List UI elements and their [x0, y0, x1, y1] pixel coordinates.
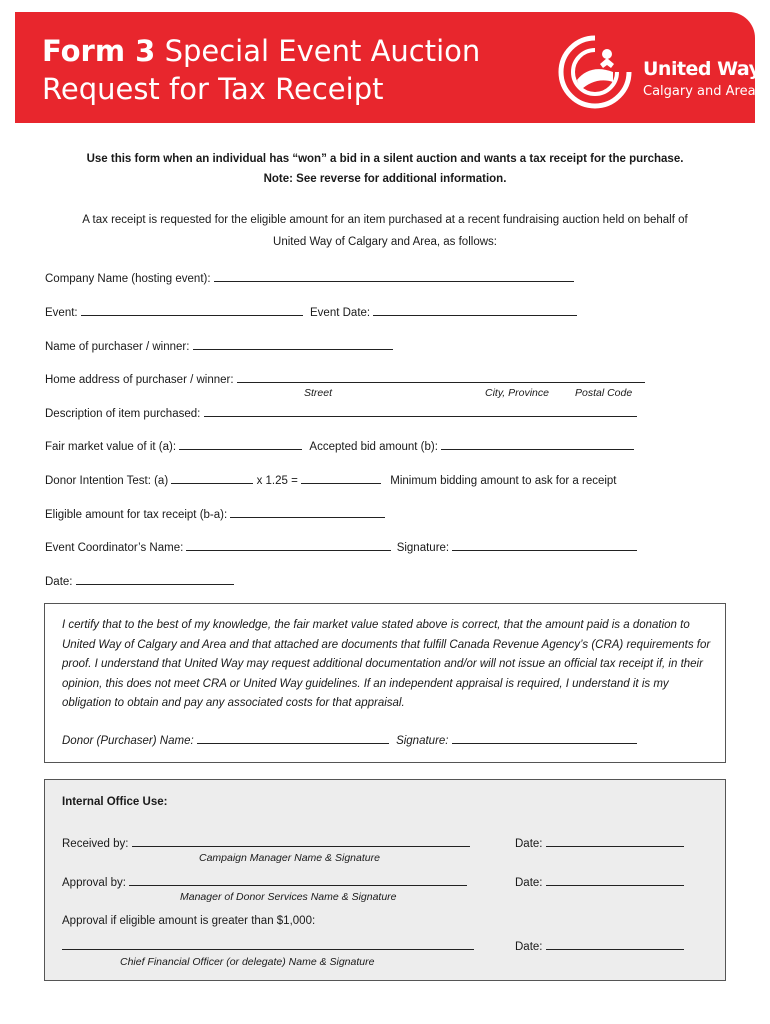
received-input[interactable] — [132, 835, 470, 847]
approval-input[interactable] — [129, 874, 467, 886]
approval-row — [62, 874, 467, 889]
value-row — [45, 438, 634, 453]
purchaser-label: Name of purchaser / winner: — [45, 341, 190, 353]
form-subtitle: Request for Tax Receipt — [42, 72, 384, 106]
multiplier-label: x 1.25 = — [256, 475, 298, 487]
purchaser-input[interactable] — [193, 338, 393, 350]
internal-office-box — [44, 779, 726, 981]
approval-date-label: Date: — [515, 877, 543, 889]
received-date-row — [515, 835, 684, 850]
date-row — [45, 573, 234, 588]
certification-text: I certify that to the best of my knowledge, the fair market value stated above is correct, that the amount paid is a donation to United Way of Calgary and Area and that attached are documents that fulfill Canada Revenue Agency’s (CRA) requirements for proof. I understand that United Way may request additional documentation and/or will not issue an official tax receipt if, in their opinion, this does not meet CRA or United Way guidelines. If an independent appraisal is required, I understand it is my obligation to obtain and pay any associated costs for that appraisal. — [62, 619, 711, 709]
cfo-caption: Chief Financial Officer (or delegate) Name & Signature — [120, 956, 375, 968]
received-label: Received by: — [62, 838, 129, 850]
event-label: Event: — [45, 307, 78, 319]
certification-box — [44, 603, 726, 763]
intro-note: Note: See reverse for additional information. — [263, 173, 507, 185]
donor-name-row — [62, 732, 637, 747]
address-input[interactable] — [237, 371, 645, 383]
coordinator-row — [45, 539, 637, 554]
form-title: Form 3 Special Event Auction — [42, 34, 481, 68]
donor-signature-label: Signature: — [396, 735, 449, 747]
received-row — [62, 835, 470, 850]
received-date-label: Date: — [515, 838, 543, 850]
intro-line-1: Use this form when an individual has “won” a bid in a silent auction and wants a tax receipt for the purchase. — [86, 153, 684, 165]
intro-paragraph-1: A tax receipt is requested for the eligible amount for an item purchased at a recent fundraising auction held on behalf of — [82, 214, 688, 226]
united-way-emblem-icon — [555, 32, 635, 112]
donor-name-label: Donor (Purchaser) Name: — [62, 735, 194, 747]
company-label: Company Name (hosting event): — [45, 273, 211, 285]
coordinator-input[interactable] — [186, 539, 391, 551]
cfo-date-row — [515, 938, 684, 953]
fmv-label: Fair market value of it (a): — [45, 441, 177, 453]
brand-region: Calgary and Area — [643, 84, 756, 99]
description-row — [45, 405, 637, 420]
minimum-bid-label: Minimum bidding amount to ask for a receipt — [390, 475, 617, 487]
purchaser-row — [45, 338, 393, 353]
address-row — [45, 371, 645, 386]
donor-test-result-input[interactable] — [301, 472, 381, 484]
office-title: Internal Office Use: — [62, 796, 168, 808]
campaign-caption: Campaign Manager Name & Signature — [199, 852, 380, 864]
street-caption: Street — [304, 387, 333, 399]
donor-name-input[interactable] — [197, 732, 389, 744]
coordinator-signature-input[interactable] — [452, 539, 637, 551]
cfo-input[interactable] — [62, 938, 474, 950]
fmv-input[interactable] — [179, 438, 302, 450]
eligible-row — [45, 506, 385, 521]
donor-test-a-input[interactable] — [171, 472, 253, 484]
event-date-label: Event Date: — [310, 307, 371, 319]
event-date-input[interactable] — [373, 304, 577, 316]
received-date-input[interactable] — [546, 835, 684, 847]
donor-test-label: Donor Intention Test: (a) — [45, 475, 169, 487]
approval-label: Approval by: — [62, 877, 126, 889]
brand-name: United Way — [643, 58, 761, 80]
coordinator-signature-label: Signature: — [396, 542, 450, 554]
approval-date-row — [515, 874, 684, 889]
form-header — [15, 12, 761, 123]
description-input[interactable] — [204, 405, 637, 417]
event-row — [45, 304, 577, 319]
intro-paragraph-2: United Way of Calgary and Area, as follows: — [273, 236, 497, 248]
company-input[interactable] — [214, 270, 574, 282]
city-caption: City, Province — [485, 387, 549, 399]
cfo-date-label: Date: — [515, 941, 543, 953]
united-way-logo — [555, 32, 761, 112]
eligible-input[interactable] — [230, 506, 385, 518]
description-label: Description of item purchased: — [45, 408, 201, 420]
donor-signature-input[interactable] — [452, 732, 637, 744]
postal-caption: Postal Code — [575, 387, 633, 399]
date-label: Date: — [45, 576, 73, 588]
approval-if-label: Approval if eligible amount is greater than $1,000: — [62, 915, 316, 927]
date-input[interactable] — [76, 573, 234, 585]
accepted-bid-label: Accepted bid amount (b): — [309, 441, 438, 453]
manager-caption: Manager of Donor Services Name & Signature — [180, 891, 397, 903]
event-input[interactable] — [81, 304, 303, 316]
accepted-bid-input[interactable] — [441, 438, 634, 450]
donor-test-row — [45, 472, 617, 487]
eligible-label: Eligible amount for tax receipt (b-a): — [45, 509, 228, 521]
coordinator-label: Event Coordinator’s Name: — [45, 542, 184, 554]
address-label: Home address of purchaser / winner: — [45, 374, 234, 386]
approval-date-input[interactable] — [546, 874, 684, 886]
cfo-date-input[interactable] — [546, 938, 684, 950]
cfo-row — [62, 938, 474, 953]
company-row — [45, 270, 574, 285]
